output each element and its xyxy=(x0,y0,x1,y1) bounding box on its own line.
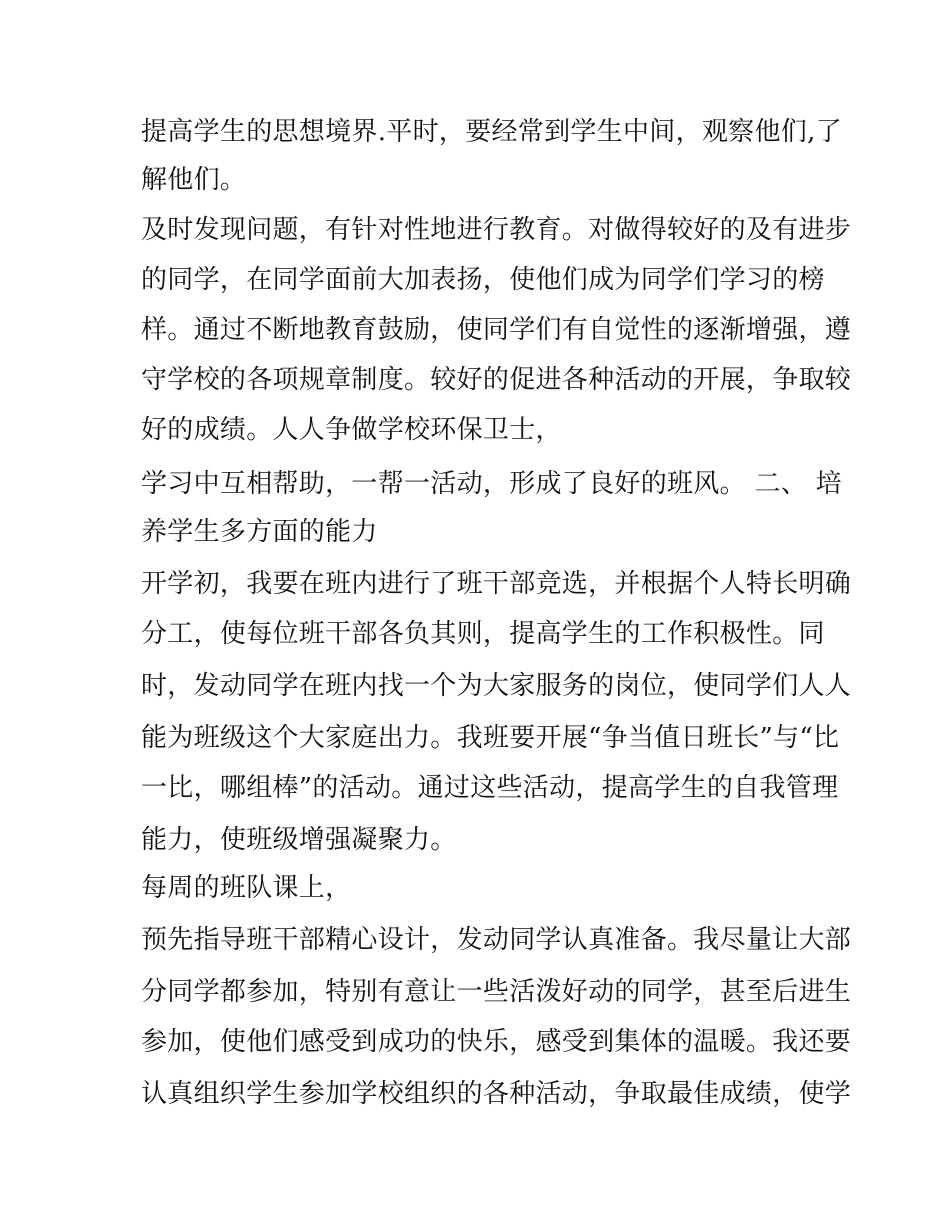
text-line: 学习中互相帮助，一帮一活动，形成了良好的班风。 二、 培 xyxy=(141,469,842,499)
text-line: 提高学生的思想境界.平时，要经常到学生中间，观察他们,了 xyxy=(141,117,842,147)
text-line: 时，发动同学在班内找一个为大家服务的岗位，使同学们人人 xyxy=(141,671,852,701)
text-line: 一比，哪组棒”的活动。通过这些活动，提高学生的自我管理 xyxy=(141,773,839,803)
text-line: 参加，使他们感受到成功的快乐，感受到集体的温暖。我还要 xyxy=(141,1027,852,1057)
text-line: 能为班级这个大家庭出力。我班要开展“争当值日班长”与“比 xyxy=(141,723,840,753)
text-line: 的同学，在同学面前大加表扬，使他们成为同学们学习的榜 xyxy=(141,265,825,295)
text-line: 分工，使每位班干部各负其则，提高学生的工作积极性。同 xyxy=(141,619,825,649)
text-line: 好的成绩。人人争做学校环保卫士， xyxy=(141,415,562,445)
text-line: 样。通过不断地教育鼓励，使同学们有自觉性的逐渐增强，遵 xyxy=(141,315,852,345)
text-line: 养学生多方面的能力 xyxy=(141,517,378,547)
text-line: 守学校的各项规章制度。较好的促进各种活动的开展，争取较 xyxy=(141,365,852,395)
text-line: 开学初，我要在班内进行了班干部竞选，并根据个人特长明确 xyxy=(141,569,852,599)
text-line: 及时发现问题，有针对性地进行教育。对做得较好的及有进步 xyxy=(141,215,852,245)
text-line: 能力，使班级增强凝聚力。 xyxy=(141,825,457,855)
text-line: 认真组织学生参加学校组织的各种活动，争取最佳成绩，使学 xyxy=(141,1079,852,1109)
text-line: 解他们。 xyxy=(141,165,247,195)
text-line: 预先指导班干部精心设计，发动同学认真准备。我尽量让大部 xyxy=(141,925,852,955)
text-line: 分同学都参加，特别有意让一些活泼好动的同学，甚至后进生 xyxy=(141,977,852,1007)
text-line: 每周的班队课上， xyxy=(141,873,352,903)
